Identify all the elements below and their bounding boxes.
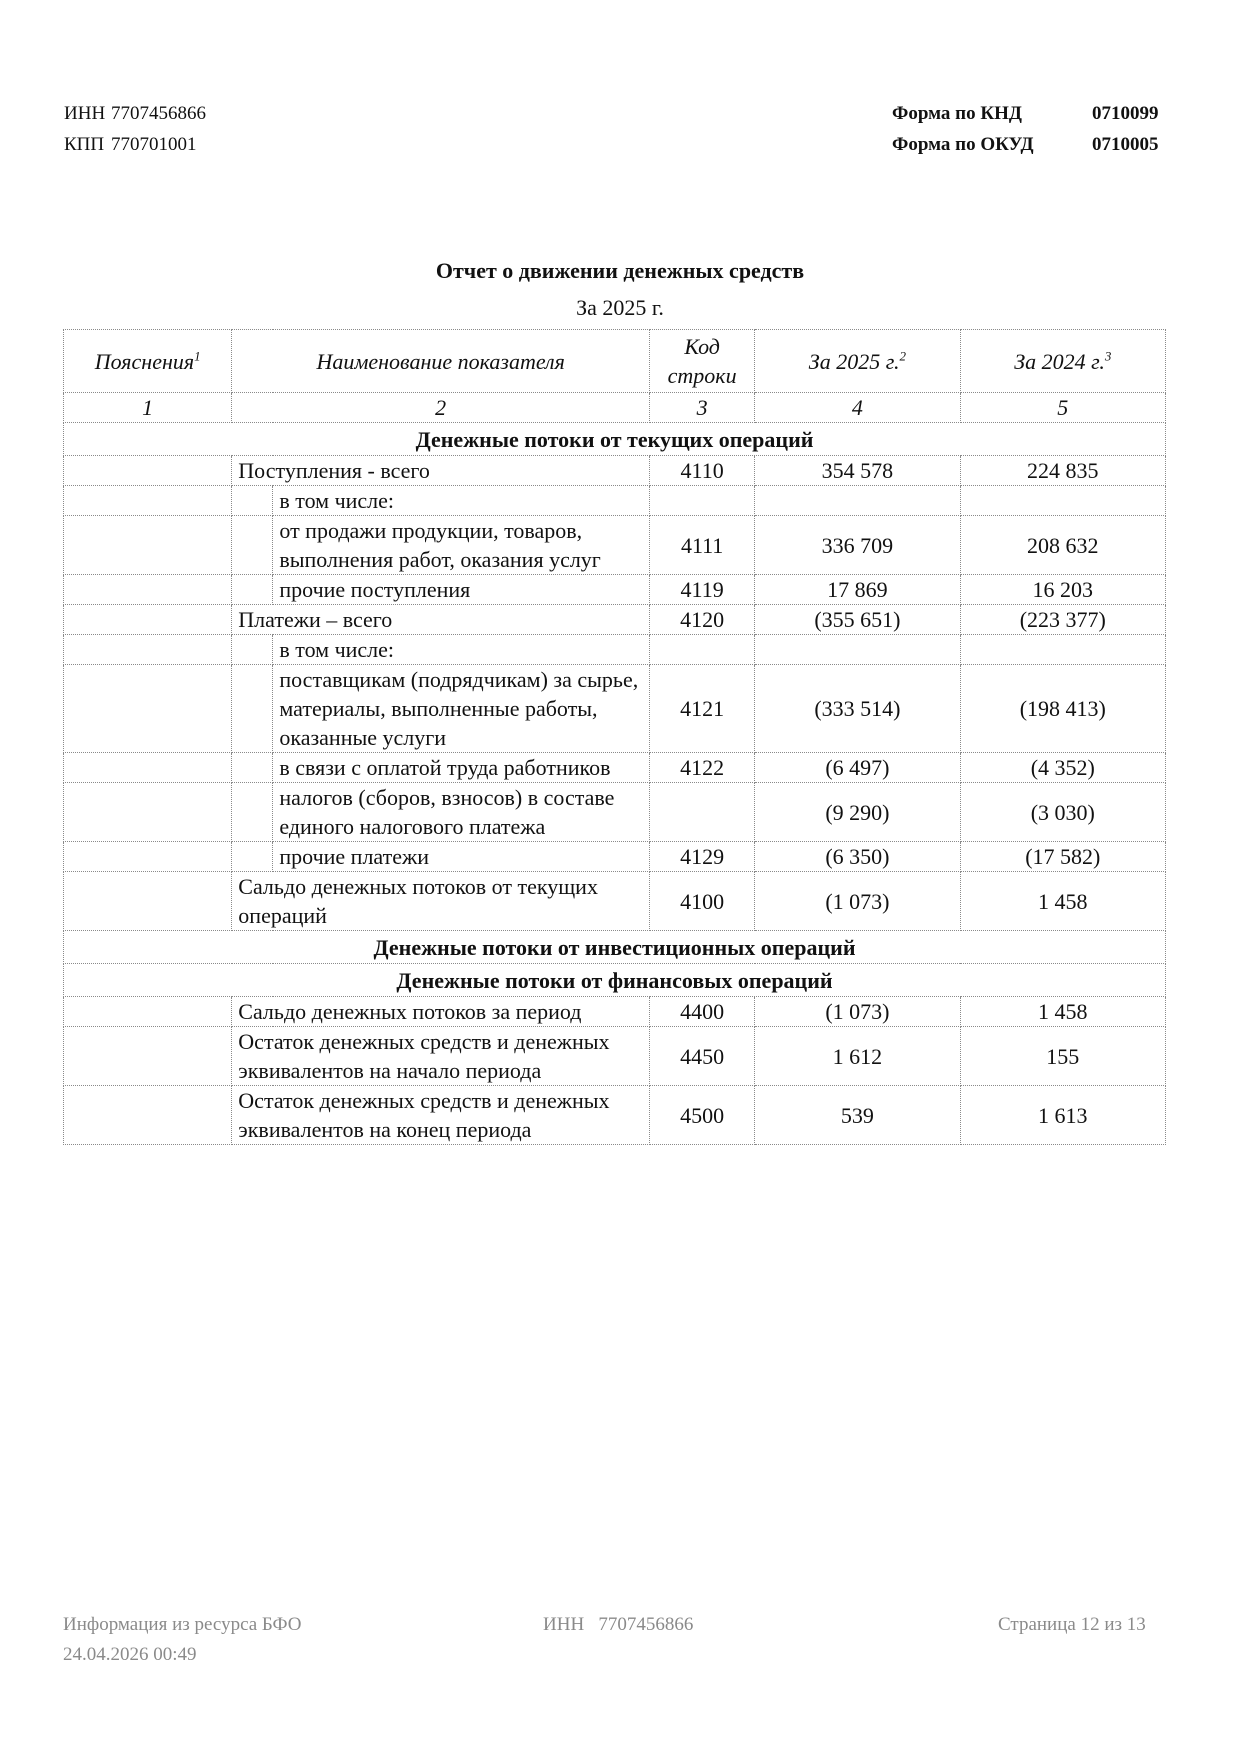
table-row — [64, 997, 1166, 1027]
section-row — [64, 423, 1166, 456]
header-name: Наименование показателя — [232, 330, 650, 393]
header-code: Код строки — [650, 330, 755, 393]
table-row — [64, 665, 1166, 753]
row-name: налогов (сборов, взносов) в составе единого налогового платежа — [273, 783, 650, 842]
column-number: 3 — [650, 393, 755, 423]
row-previous: 1 458 — [960, 872, 1165, 931]
table-row — [64, 1086, 1166, 1145]
row-code: 4111 — [650, 516, 755, 575]
row-current: (9 290) — [755, 783, 960, 842]
row-previous: 1 613 — [960, 1086, 1165, 1145]
kpp-line — [64, 129, 206, 160]
row-code: 4100 — [650, 872, 755, 931]
footer-inn-label: ИНН — [543, 1614, 585, 1635]
report-period: За 2025 г. — [576, 295, 664, 320]
header-form-codes — [892, 98, 1159, 160]
row-previous: 155 — [960, 1027, 1165, 1086]
row-code: 4110 — [650, 456, 755, 486]
row-current: 17 869 — [755, 575, 960, 605]
row-current: 1 612 — [755, 1027, 960, 1086]
row-current: 539 — [755, 1086, 960, 1145]
row-previous: (3 030) — [960, 783, 1165, 842]
footer-inn-value: 7707456866 — [598, 1614, 694, 1635]
section-title-financing: Денежные потоки от финансовых операций — [64, 964, 1166, 997]
row-code: 4129 — [650, 842, 755, 872]
table-row — [64, 842, 1166, 872]
row-previous: (4 352) — [960, 753, 1165, 783]
okud-value: 0710005 — [1092, 134, 1159, 155]
row-name: в том числе: — [273, 486, 650, 516]
section-title-current: Денежные потоки от текущих операций — [64, 423, 1166, 456]
row-current — [755, 486, 960, 516]
footer-inn — [543, 1610, 693, 1640]
table-row — [64, 456, 1166, 486]
row-name: Сальдо денежных потоков за период — [232, 997, 650, 1027]
table-header-row — [64, 330, 1166, 393]
footer-source-text: Информация из ресурса БФО — [63, 1614, 302, 1635]
row-name: прочие платежи — [273, 842, 650, 872]
table-row — [64, 783, 1166, 842]
table-row — [64, 605, 1166, 635]
row-name: в том числе: — [273, 635, 650, 665]
row-current — [755, 635, 960, 665]
knd-value: 0710099 — [1092, 103, 1159, 124]
row-code — [650, 635, 755, 665]
kpp-value: 770701001 — [111, 134, 197, 155]
row-previous: (198 413) — [960, 665, 1165, 753]
row-previous — [960, 635, 1165, 665]
column-number-row — [64, 393, 1166, 423]
row-previous: 224 835 — [960, 456, 1165, 486]
header-notes: Пояснения$^1$ — [64, 330, 232, 393]
row-previous: (17 582) — [960, 842, 1165, 872]
row-previous: 208 632 — [960, 516, 1165, 575]
row-current: 354 578 — [755, 456, 960, 486]
knd-label: Форма по КНД — [892, 103, 1022, 124]
table-row — [64, 753, 1166, 783]
column-number: 1 — [64, 393, 232, 423]
section-title-investing: Денежные потоки от инвестиционных операций — [64, 931, 1166, 964]
row-name: Платежи – всего — [232, 605, 650, 635]
row-current: (333 514) — [755, 665, 960, 753]
knd-line — [892, 98, 1159, 129]
row-current: 336 709 — [755, 516, 960, 575]
row-code: 4121 — [650, 665, 755, 753]
table-row — [64, 486, 1166, 516]
row-current: (355 651) — [755, 605, 960, 635]
row-code: 4400 — [650, 997, 755, 1027]
row-code: 4119 — [650, 575, 755, 605]
footer-datetime: 24.04.2026 00:49 — [63, 1644, 197, 1665]
table-row — [64, 575, 1166, 605]
section-row — [64, 964, 1166, 997]
okud-label: Форма по ОКУД — [892, 134, 1034, 155]
row-name: прочие поступления — [273, 575, 650, 605]
footer-source — [63, 1610, 302, 1670]
row-name: от продажи продукции, товаров, выполнения работ, оказания услуг — [273, 516, 650, 575]
table-row — [64, 635, 1166, 665]
column-number: 4 — [755, 393, 960, 423]
header-previous-year: За 2024 г.$^3$ — [960, 330, 1165, 393]
header-identifiers — [64, 98, 206, 160]
header-current-year: За 2025 г.$^2$ — [755, 330, 960, 393]
row-code — [650, 783, 755, 842]
row-code: 4450 — [650, 1027, 755, 1086]
inn-line — [64, 98, 206, 129]
row-current: (1 073) — [755, 997, 960, 1027]
row-code: 4120 — [650, 605, 755, 635]
row-current: (1 073) — [755, 872, 960, 931]
row-code: 4122 — [650, 753, 755, 783]
row-current: (6 497) — [755, 753, 960, 783]
row-name: поставщикам (подрядчикам) за сырье, материалы, выполненные работы, оказанные услуги — [273, 665, 650, 753]
kpp-label: КПП — [64, 134, 105, 155]
row-code: 4500 — [650, 1086, 755, 1145]
inn-label: ИНН — [64, 103, 106, 124]
row-name: Поступления - всего — [232, 456, 650, 486]
row-previous: 1 458 — [960, 997, 1165, 1027]
row-previous: (223 377) — [960, 605, 1165, 635]
row-name: в связи с оплатой труда работников — [273, 753, 650, 783]
inn-value: 7707456866 — [111, 103, 206, 124]
footer-page-number: Страница 12 из 13 — [998, 1614, 1146, 1635]
report-title: Отчет о движении денежных средств — [435, 258, 805, 283]
row-previous — [960, 486, 1165, 516]
section-row — [64, 931, 1166, 964]
table-row — [64, 1027, 1166, 1086]
table-row — [64, 872, 1166, 931]
row-previous: 16 203 — [960, 575, 1165, 605]
okud-line — [892, 129, 1159, 160]
row-name: Остаток денежных средств и денежных эквивалентов на конец периода — [232, 1086, 650, 1145]
column-number: 5 — [960, 393, 1165, 423]
row-name: Сальдо денежных потоков от текущих операций — [232, 872, 650, 931]
row-name: Остаток денежных средств и денежных эквивалентов на начало периода — [232, 1027, 650, 1086]
table-row — [64, 516, 1166, 575]
column-number: 2 — [232, 393, 650, 423]
cash-flow-table — [63, 329, 1166, 1145]
row-code — [650, 486, 755, 516]
row-current: (6 350) — [755, 842, 960, 872]
